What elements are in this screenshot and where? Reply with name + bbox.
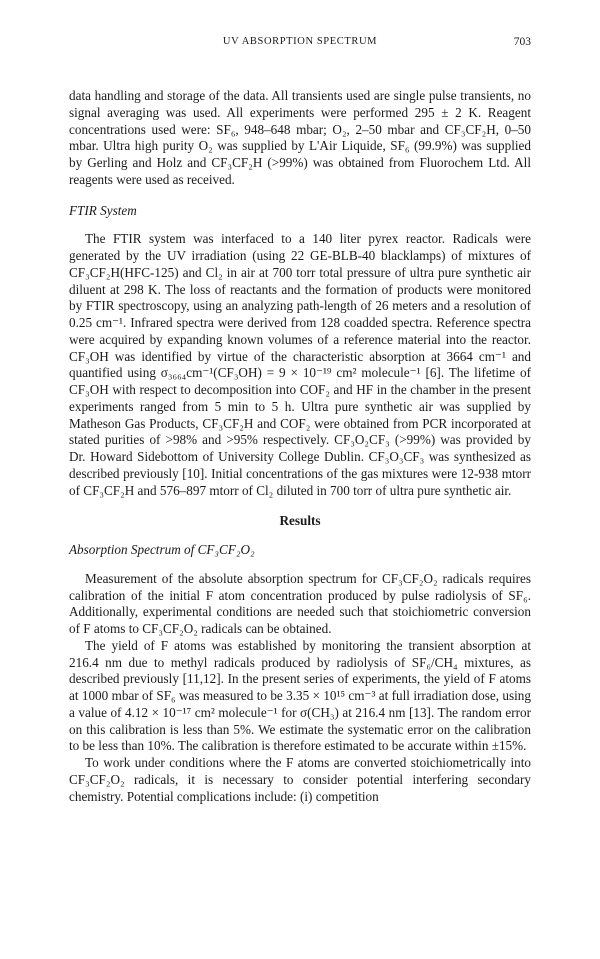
paragraph-f-atom-yield: The yield of F atoms was established by monitoring the transient absorption at 216.4 nm due to methyl radicals produced by radiolysis of SF₆/CH₄ mixtures, as described previously [11,12]. In the present series of experiments, the yield of F atoms at 1000 mbar of SF₆ was measured to be 3.35 × 10¹⁵ cm⁻³ at full irradiation dose, using a value of 4.12 × 10⁻¹⁷ cm² molecule⁻¹ for σ(CH₃) at 216.4 nm [13]. The random error on this calibration is less than 5%. We estimate the systematic error on the calibration to be less than 10%. The calibration is therefore estimated to be accurate within ±15%. (69, 637, 531, 754)
paragraph-ftir-system: The FTIR system was interfaced to a 140 liter pyrex reactor. Radicals were generated by the UV irradiation (using 22 GE-BLB-40 blacklamps) of mixtures of CF₃CF₂H(HFC-125) and Cl₂ in air at 700 torr total pressure of ultra pure synthetic air diluent at 298 K. The loss of reactants and the formation of products were monitored by FTIR spectroscopy, using an analyzing path-length of 26 meters and a resolution of 0.25 cm⁻¹. Infrared spectra were derived from 128 coadded spectra. Reference spectra were acquired by expanding known volumes of a reference material into the reactor. CF₃OH was identified by virtue of the characteristic absorption at 3664 cm⁻¹ and quantified using σ₃₆₆₄cm⁻¹(CF₃OH) = 9 × 10⁻¹⁹ cm² molecule⁻¹ [6]. The lifetime of CF₃OH with respect to decomposition into COF₂ and HF in the chamber in the present experiments ranged from 5 min to 5 h. Ultra pure synthetic air was supplied by Matheson Gas Products, CF₃CF₂H and COF₂ were obtained from PCR incorporated at stated purities of >98% and >95% respectively. CF₃O₂CF₃ (>99%) was provided by Dr. Howard Sidebottom of University College Dublin. CF₃O₃CF₃ was synthesized as described previously [10]. Initial concentrations of the gas mixtures were 12-938 mtorr of CF₃CF₂H and 576–897 mtorr of Cl₂ diluted in 700 torr of ultra pure synthetic air. (69, 231, 531, 498)
article-body (69, 88, 531, 805)
paragraph-calibration-intro: Measurement of the absolute absorption spectrum for CF₃CF₂O₂ radicals requires calibration of the initial F atom concentration produced by pulse radiolysis of SF₆. Additionally, experimental conditions are needed such that stoichiometric conversion of F atoms to CF₃CF₂O₂ radicals can be obtained. (69, 570, 531, 636)
page-number: 703 (513, 36, 531, 48)
running-title: UV ABSORPTION SPECTRUM (222, 36, 378, 47)
paragraph-secondary-chemistry: To work under conditions where the F atoms are converted stoichiometrically into CF₃CF₂O₂ radicals, it is necessary to consider potential interfering secondary chemistry. Potential complications include: (i) competition (69, 755, 531, 804)
running-head (69, 36, 531, 52)
section-heading-results: Results (279, 513, 321, 529)
paragraph-continued: data handling and storage of the data. All transients used are single pulse transients, no signal averaging was used. All experiments were performed 295 ± 2 K. Reagent concentrations used were: SF₆, 948–648 mbar; O₂, 2–50 mbar and CF₃CF₂H, 0–50 mbar. Ultra high purity O₂ was supplied by L'Air Liquide, SF₆ (99.9%) was supplied by Gerling and Holz and CF₃CF₂H (>99%) was obtained from Fluorochem Ltd. All reagents were used as received. (69, 88, 531, 187)
section-heading-absorption: Absorption Spectrum of CF₃CF₂O₂ (69, 542, 255, 557)
section-heading-ftir: FTIR System (69, 202, 137, 218)
